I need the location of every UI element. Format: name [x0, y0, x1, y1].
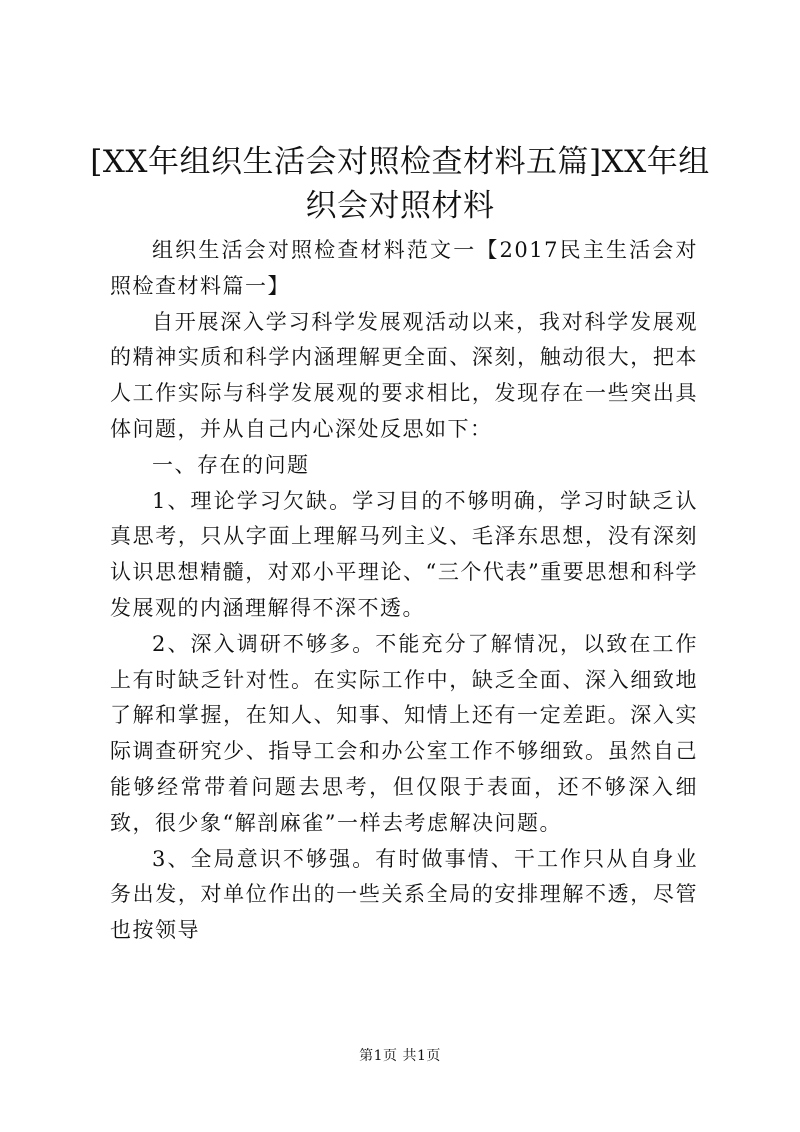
- paragraph-problem-2: 2、深入调研不够多。不能充分了解情况，以致在工作上有时缺乏针对性。在实际工作中，缺乏全面、深入细致地了解和掌握，在知人、知事、知情上还有一定差距。深入实际调查研究少、指导工会和办公室工作不够细致。虽然自己能够经常带着问题去思考，但仅限于表面，还不够深入细致，很少象“解剖麻雀”一样去考虑解决问题。: [110, 631, 698, 835]
- document-body: [110, 233, 698, 949]
- paragraph-problem-3: 3、全局意识不够强。有时做事情、干工作只从自身业务出发，对单位作出的一些关系全局的安排理解不透，尽管也按领导: [110, 846, 698, 943]
- page-number-footer: 第1页 共1页: [359, 1048, 441, 1064]
- paragraph-sample-heading: 组织生活会对照检查材料范文一【2017民主生活会对照检查材料篇一】: [110, 238, 698, 298]
- paragraph-problem-1: 1、理论学习欠缺。学习目的不够明确，学习时缺乏认真思考，只从字面上理解马列主义、毛泽东思想，没有深刻认识思想精髓，对邓小平理论、“三个代表”重要思想和科学发展观的内涵理解得不深不透。: [110, 488, 698, 620]
- section-heading-problems: 一、存在的问题: [152, 452, 310, 477]
- paragraph-introduction: 自开展深入学习科学发展观活动以来，我对科学发展观的精神实质和科学内涵理解更全面、深刻，触动很大，把本人工作实际与科学发展观的要求相比，发现存在一些突出具体问题，并从自己内心深处反思如下：: [110, 309, 698, 441]
- document-title: [XX年组织生活会对照检查材料五篇]XX年组织会对照材料: [90, 144, 710, 224]
